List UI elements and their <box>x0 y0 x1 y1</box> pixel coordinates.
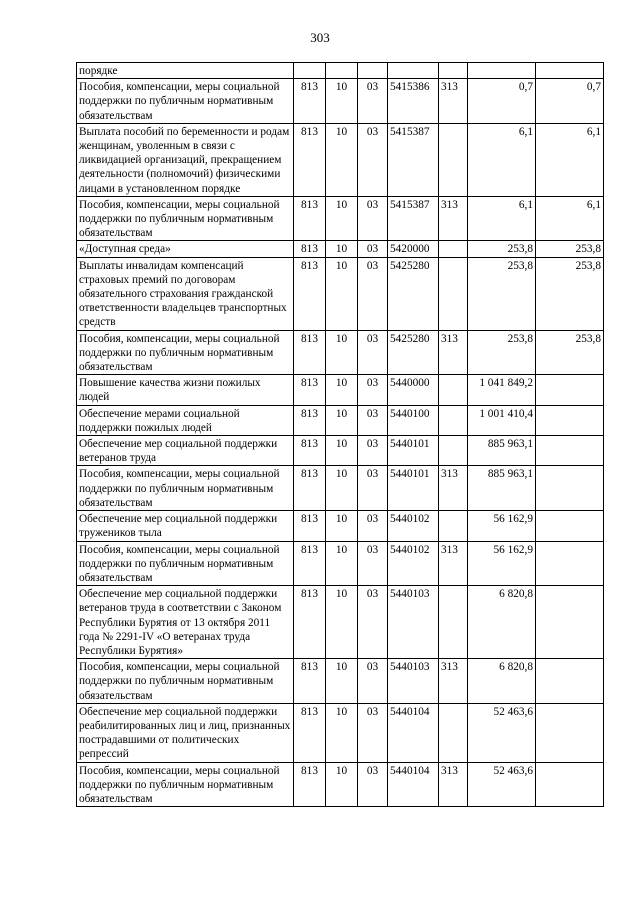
table-row <box>77 375 604 405</box>
subsection-code-cell: 03 <box>358 586 388 659</box>
row-name-cell: Обеспечение мер социальной поддержки тружеников тыла <box>77 511 294 541</box>
subsection-code-cell <box>358 63 388 79</box>
expense-type-cell: 313 <box>439 196 468 241</box>
table-row <box>77 241 604 257</box>
table-row <box>77 703 604 762</box>
subsection-code-cell: 03 <box>358 762 388 807</box>
amount-year-2-cell <box>536 762 604 807</box>
amount-year-1-cell: 56 162,9 <box>468 511 536 541</box>
section-code-cell <box>326 63 358 79</box>
amount-year-2-cell <box>536 659 604 704</box>
expense-type-cell: 313 <box>439 330 468 375</box>
amount-year-2-cell <box>536 541 604 586</box>
amount-year-1-cell: 253,8 <box>468 241 536 257</box>
section-code-cell: 10 <box>326 659 358 704</box>
section-code-cell: 10 <box>326 703 358 762</box>
expense-type-cell <box>439 586 468 659</box>
row-name-cell: Пособия, компенсации, меры социальной поддержки по публичным нормативным обязательствам <box>77 659 294 704</box>
expense-type-cell <box>439 257 468 330</box>
subsection-code-cell: 03 <box>358 241 388 257</box>
target-article-cell: 5440102 <box>388 511 439 541</box>
ministry-code-cell: 813 <box>294 196 326 241</box>
table-row <box>77 511 604 541</box>
expense-type-cell <box>439 405 468 435</box>
ministry-code-cell: 813 <box>294 703 326 762</box>
ministry-code-cell: 813 <box>294 257 326 330</box>
ministry-code-cell: 813 <box>294 436 326 466</box>
ministry-code-cell: 813 <box>294 123 326 196</box>
expense-type-cell: 313 <box>439 762 468 807</box>
row-name-cell: порядке <box>77 63 294 79</box>
target-article-cell: 5440102 <box>388 541 439 586</box>
section-code-cell: 10 <box>326 123 358 196</box>
target-article-cell: 5425280 <box>388 330 439 375</box>
amount-year-2-cell: 253,8 <box>536 330 604 375</box>
amount-year-1-cell: 6,1 <box>468 196 536 241</box>
ministry-code-cell: 813 <box>294 466 326 511</box>
row-name-cell: Выплата пособий по беременности и родам женщинам, уволенным в связи с ликвидацией организаций, прекращением деятельности (полномочий) физическими лицами в установленном порядке <box>77 123 294 196</box>
amount-year-2-cell: 253,8 <box>536 241 604 257</box>
amount-year-1-cell: 52 463,6 <box>468 703 536 762</box>
subsection-code-cell: 03 <box>358 436 388 466</box>
subsection-code-cell: 03 <box>358 541 388 586</box>
target-article-cell: 5440101 <box>388 466 439 511</box>
row-name-cell: Пособия, компенсации, меры социальной поддержки по публичным нормативным обязательствам <box>77 762 294 807</box>
table-row <box>77 586 604 659</box>
amount-year-1-cell: 253,8 <box>468 257 536 330</box>
section-code-cell: 10 <box>326 79 358 124</box>
subsection-code-cell: 03 <box>358 257 388 330</box>
expense-type-cell <box>439 703 468 762</box>
expense-type-cell: 313 <box>439 541 468 586</box>
amount-year-2-cell: 253,8 <box>536 257 604 330</box>
section-code-cell: 10 <box>326 586 358 659</box>
ministry-code-cell: 813 <box>294 79 326 124</box>
amount-year-1-cell: 52 463,6 <box>468 762 536 807</box>
row-name-cell: Пособия, компенсации, меры социальной поддержки по публичным нормативным обязательствам <box>77 196 294 241</box>
section-code-cell: 10 <box>326 762 358 807</box>
target-article-cell: 5440000 <box>388 375 439 405</box>
subsection-code-cell: 03 <box>358 123 388 196</box>
target-article-cell: 5440104 <box>388 762 439 807</box>
target-article-cell: 5440103 <box>388 659 439 704</box>
target-article-cell: 5415386 <box>388 79 439 124</box>
target-article-cell: 5415387 <box>388 196 439 241</box>
row-name-cell: Обеспечение мер социальной поддержки реабилитированных лиц и лиц, признанных пострадавшими от политических репрессий <box>77 703 294 762</box>
target-article-cell: 5440100 <box>388 405 439 435</box>
table-row <box>77 196 604 241</box>
amount-year-1-cell: 6,1 <box>468 123 536 196</box>
amount-year-1-cell: 885 963,1 <box>468 466 536 511</box>
amount-year-1-cell: 1 041 849,2 <box>468 375 536 405</box>
expense-type-cell <box>439 511 468 541</box>
section-code-cell: 10 <box>326 375 358 405</box>
row-name-cell: Обеспечение мер социальной поддержки ветеранов труда в соответствии с Законом Республики Бурятия от 13 октября 2011 года № 2291-IV «О ветеранах труда Республики Бурятия» <box>77 586 294 659</box>
ministry-code-cell: 813 <box>294 375 326 405</box>
row-name-cell: Пособия, компенсации, меры социальной поддержки по публичным нормативным обязательствам <box>77 541 294 586</box>
table-row <box>77 436 604 466</box>
ministry-code-cell: 813 <box>294 330 326 375</box>
page-number: 303 <box>310 30 330 45</box>
section-code-cell: 10 <box>326 405 358 435</box>
amount-year-2-cell <box>536 405 604 435</box>
table-row <box>77 541 604 586</box>
subsection-code-cell: 03 <box>358 405 388 435</box>
expense-type-cell <box>439 63 468 79</box>
ministry-code-cell <box>294 63 326 79</box>
section-code-cell: 10 <box>326 466 358 511</box>
expense-type-cell <box>439 436 468 466</box>
amount-year-1-cell: 56 162,9 <box>468 541 536 586</box>
ministry-code-cell: 813 <box>294 405 326 435</box>
row-name-cell: «Доступная среда» <box>77 241 294 257</box>
amount-year-1-cell <box>468 63 536 79</box>
table-row <box>77 79 604 124</box>
row-name-cell: Повышение качества жизни пожилых людей <box>77 375 294 405</box>
target-article-cell: 5415387 <box>388 123 439 196</box>
subsection-code-cell: 03 <box>358 703 388 762</box>
row-name-cell: Обеспечение мер социальной поддержки ветеранов труда <box>77 436 294 466</box>
amount-year-2-cell <box>536 586 604 659</box>
row-name-cell: Выплаты инвалидам компенсаций страховых премий по договорам обязательного страхования гражданской ответственности владельцев транспортных средств <box>77 257 294 330</box>
amount-year-1-cell: 6 820,8 <box>468 659 536 704</box>
section-code-cell: 10 <box>326 541 358 586</box>
table-row <box>77 659 604 704</box>
budget-table-body <box>77 63 604 807</box>
section-code-cell: 10 <box>326 241 358 257</box>
target-article-cell: 5420000 <box>388 241 439 257</box>
ministry-code-cell: 813 <box>294 541 326 586</box>
table-row <box>77 63 604 79</box>
subsection-code-cell: 03 <box>358 466 388 511</box>
target-article-cell: 5440101 <box>388 436 439 466</box>
subsection-code-cell: 03 <box>358 79 388 124</box>
section-code-cell: 10 <box>326 511 358 541</box>
ministry-code-cell: 813 <box>294 241 326 257</box>
subsection-code-cell: 03 <box>358 196 388 241</box>
ministry-code-cell: 813 <box>294 511 326 541</box>
table-row <box>77 257 604 330</box>
amount-year-1-cell: 253,8 <box>468 330 536 375</box>
amount-year-2-cell <box>536 436 604 466</box>
subsection-code-cell: 03 <box>358 659 388 704</box>
amount-year-2-cell <box>536 466 604 511</box>
amount-year-1-cell: 885 963,1 <box>468 436 536 466</box>
amount-year-1-cell: 1 001 410,4 <box>468 405 536 435</box>
row-name-cell: Пособия, компенсации, меры социальной поддержки по публичным нормативным обязательствам <box>77 330 294 375</box>
table-row <box>77 466 604 511</box>
expense-type-cell <box>439 375 468 405</box>
amount-year-2-cell <box>536 375 604 405</box>
subsection-code-cell: 03 <box>358 375 388 405</box>
table-row <box>77 123 604 196</box>
target-article-cell: 5425280 <box>388 257 439 330</box>
amount-year-2-cell: 0,7 <box>536 79 604 124</box>
table-row <box>77 330 604 375</box>
amount-year-1-cell: 0,7 <box>468 79 536 124</box>
subsection-code-cell: 03 <box>358 330 388 375</box>
amount-year-1-cell: 6 820,8 <box>468 586 536 659</box>
table-row <box>77 762 604 807</box>
expense-type-cell <box>439 241 468 257</box>
target-article-cell <box>388 63 439 79</box>
section-code-cell: 10 <box>326 330 358 375</box>
expense-type-cell <box>439 123 468 196</box>
amount-year-2-cell <box>536 703 604 762</box>
amount-year-2-cell: 6,1 <box>536 196 604 241</box>
target-article-cell: 5440103 <box>388 586 439 659</box>
amount-year-2-cell: 6,1 <box>536 123 604 196</box>
row-name-cell: Пособия, компенсации, меры социальной поддержки по публичным нормативным обязательствам <box>77 79 294 124</box>
expense-type-cell: 313 <box>439 79 468 124</box>
row-name-cell: Обеспечение мерами социальной поддержки пожилых людей <box>77 405 294 435</box>
subsection-code-cell: 03 <box>358 511 388 541</box>
target-article-cell: 5440104 <box>388 703 439 762</box>
table-row <box>77 405 604 435</box>
section-code-cell: 10 <box>326 257 358 330</box>
amount-year-2-cell <box>536 511 604 541</box>
expense-type-cell: 313 <box>439 659 468 704</box>
amount-year-2-cell <box>536 63 604 79</box>
ministry-code-cell: 813 <box>294 762 326 807</box>
expense-type-cell: 313 <box>439 466 468 511</box>
budget-table <box>76 62 604 807</box>
section-code-cell: 10 <box>326 436 358 466</box>
ministry-code-cell: 813 <box>294 659 326 704</box>
row-name-cell: Пособия, компенсации, меры социальной поддержки по публичным нормативным обязательствам <box>77 466 294 511</box>
section-code-cell: 10 <box>326 196 358 241</box>
ministry-code-cell: 813 <box>294 586 326 659</box>
